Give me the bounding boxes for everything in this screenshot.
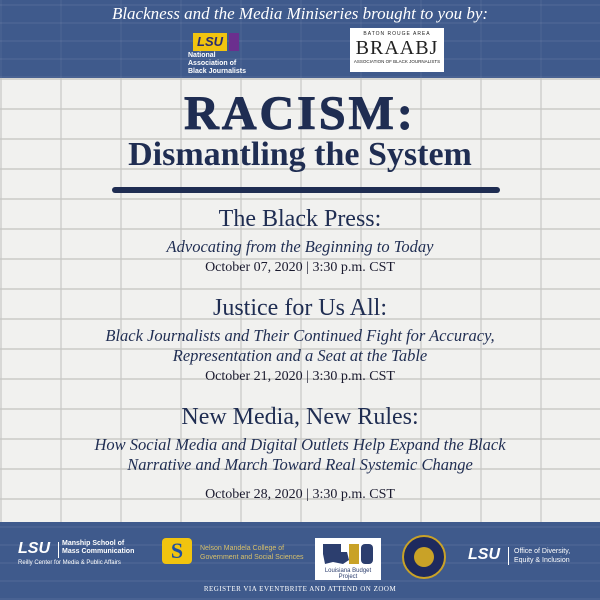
session-heading: The Black Press: bbox=[218, 206, 382, 232]
lsu-wordmark: LSU bbox=[468, 546, 500, 563]
diversity-line2: Equity & Inclusion bbox=[514, 557, 570, 564]
session-subtitle bbox=[0, 435, 600, 475]
session-black-press bbox=[0, 206, 600, 276]
session-subtitle-line: Advocating from the Beginning to Today bbox=[166, 237, 434, 256]
southern-line1: Nelson Mandela College of bbox=[200, 545, 285, 552]
naacp-seal-icon bbox=[402, 535, 446, 579]
logo-divider bbox=[508, 547, 509, 565]
louisiana-budget-project-logo bbox=[315, 538, 381, 580]
lsu-nabj-text bbox=[188, 52, 254, 76]
session-subtitle-line: Narrative and March Toward Real Systemic Change bbox=[127, 455, 473, 474]
lsu-nabj-line2: Black Journalists bbox=[188, 68, 246, 75]
southern-text bbox=[200, 544, 310, 562]
session-date: October 28, 2020 | 3:30 p.m. CST bbox=[205, 487, 395, 502]
session-heading: New Media, New Rules: bbox=[181, 404, 419, 430]
title-racism: RACISM: bbox=[184, 87, 416, 140]
braabj-bottom: ASSOCIATION OF BLACK JOURNALISTS bbox=[353, 59, 441, 64]
session-date: October 07, 2020 | 3:30 p.m. CST bbox=[205, 260, 395, 275]
southern-university-logo bbox=[162, 538, 302, 574]
lsu-nabj-mark bbox=[188, 32, 244, 52]
diversity-text bbox=[514, 547, 594, 565]
su-emblem-icon: S bbox=[162, 538, 192, 564]
seal-center bbox=[414, 547, 434, 567]
session-subtitle-line: Representation and a Seat at the Table bbox=[172, 346, 428, 365]
manship-line3: Reilly Center for Media & Public Affairs bbox=[18, 560, 121, 566]
lsu-nabj-line1: National Association of bbox=[188, 52, 237, 67]
lsu-nabj-logo bbox=[188, 30, 250, 74]
lbp-state-icon bbox=[319, 540, 377, 568]
lsu-wordmark: LSU bbox=[18, 540, 50, 557]
manship-name bbox=[62, 540, 152, 556]
lbp-name: Louisiana Budget Project bbox=[324, 568, 372, 580]
logo-divider bbox=[58, 542, 59, 558]
session-subtitle bbox=[0, 237, 600, 257]
nabj-emblem-icon bbox=[229, 33, 239, 51]
southern-line2: Government and Social Sciences bbox=[200, 554, 304, 561]
title-divider bbox=[112, 187, 500, 193]
session-date: October 21, 2020 | 3:30 p.m. CST bbox=[205, 369, 395, 384]
session-subtitle-line: Black Journalists and Their Continued Fight for Accuracy, bbox=[105, 326, 495, 345]
lsu-diversity-logo bbox=[468, 546, 588, 570]
session-new-media bbox=[0, 404, 600, 503]
session-heading: Justice for Us All: bbox=[213, 295, 387, 321]
manship-line1: Manship School of bbox=[62, 540, 125, 547]
session-subtitle bbox=[0, 326, 600, 366]
braabj-name: BRAABJ bbox=[355, 37, 439, 59]
presenter-line: Blackness and the Media Miniseries brought to you by: bbox=[111, 4, 489, 23]
manship-logo bbox=[18, 540, 158, 570]
braabj-top: BATON ROUGE AREA bbox=[363, 31, 431, 37]
braabj-logo bbox=[350, 28, 444, 72]
session-justice bbox=[0, 295, 600, 385]
diversity-line1: Office of Diversity, bbox=[514, 548, 571, 555]
session-subtitle-line: How Social Media and Digital Outlets Help Expand the Black bbox=[94, 435, 506, 454]
manship-line2: Mass Communication bbox=[62, 548, 135, 555]
lsu-wordmark: LSU bbox=[193, 33, 227, 51]
register-footer: REGISTER VIA EVENTBRITE AND ATTEND ON ZOOM bbox=[203, 585, 397, 593]
title-dismantling: Dismantling the System bbox=[128, 136, 472, 173]
